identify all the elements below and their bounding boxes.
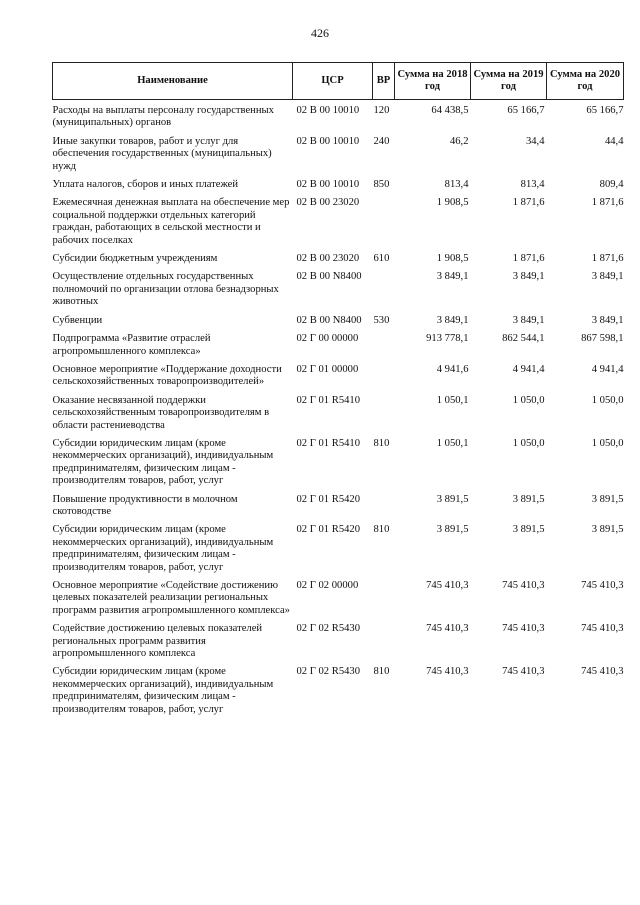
row-csr: 02 Г 01 R5410 (296, 394, 361, 406)
row-name: Основное мероприятие «Поддержание доходности сельскохозяйственных товаропроизводителей» (52, 363, 282, 388)
row-csr: 02 Г 02 00000 (296, 580, 359, 591)
row-vr (373, 330, 395, 361)
table-row (53, 250, 624, 268)
row-sum-2020: 3 849,1 (591, 271, 624, 283)
table-body (53, 100, 624, 720)
row-sum-2019: 4 941,4 (512, 363, 545, 375)
table-row (53, 330, 624, 361)
row-sum-2018: 3 849,1 (436, 314, 469, 326)
row-sum-2020: 65 166,7 (586, 105, 624, 116)
row-vr: 810 (373, 666, 390, 678)
row-csr: 02 В 00 10010 (296, 105, 360, 116)
row-sum-2018: 1 908,5 (436, 197, 469, 209)
row-sum-2020: 4 941,4 (591, 363, 624, 375)
row-sum-2019: 34,4 (525, 135, 545, 147)
row-sum-2019: 813,4 (520, 179, 545, 191)
row-sum-2019: 3 891,5 (512, 493, 545, 505)
row-name: Осуществление отдельных государственных полномочий по организации отлова безнадзорных животных (52, 271, 279, 308)
row-name: Расходы на выплаты персоналу государственных (муниципальных) органов (52, 105, 274, 129)
row-sum-2019: 1 050,0 (512, 437, 545, 449)
row-sum-2020: 809,4 (599, 179, 624, 191)
row-sum-2018: 46,2 (449, 135, 469, 147)
row-sum-2020: 745 410,3 (581, 623, 624, 635)
row-name: Оказание несвязанной поддержки сельскохозяйственным товаропроизводителям в области растениеводства (52, 394, 270, 431)
row-sum-2018: 745 410,3 (426, 580, 469, 591)
header-sum-2018: Сумма на 2018 год (395, 63, 471, 100)
table-row (53, 312, 624, 330)
row-csr: 02 Г 01 R5410 (296, 437, 361, 449)
row-csr: 02 Г 01 R5420 (296, 493, 361, 505)
row-vr: 240 (373, 135, 390, 147)
row-name: Субсидии юридическим лицам (кроме некоммерческих организаций), индивидуальным предпринимателям, физическим лицам - производителям товаров, работ, услуг (52, 437, 274, 487)
row-name: Ежемесячная денежная выплата на обеспечение мер социальной поддержки отдельных категорий граждан, работающих в сельской местности и рабочих поселках (52, 197, 290, 246)
row-sum-2020: 1 050,0 (591, 394, 624, 406)
row-vr (373, 361, 395, 392)
row-vr (373, 392, 395, 435)
row-sum-2020: 44,4 (604, 135, 624, 147)
table-row (53, 361, 624, 392)
header-sum-2020: Сумма на 2020 год (547, 63, 624, 100)
row-name: Субсидии юридическим лицам (кроме некоммерческих организаций), индивидуальным предпринимателям, физическим лицам - производителям товаров, работ, услуг (52, 666, 274, 715)
row-name: Подпрограмма «Развитие отраслей агропромышленного комплекса» (52, 333, 211, 357)
row-vr: 610 (373, 253, 390, 265)
row-sum-2018: 64 438,5 (431, 105, 469, 116)
row-vr (373, 577, 395, 620)
header-csr: ЦСР (293, 63, 373, 100)
row-sum-2019: 745 410,3 (502, 580, 545, 591)
table-row (53, 268, 624, 311)
table-row (53, 435, 624, 491)
table-row (53, 577, 624, 620)
row-sum-2019: 1 871,6 (512, 197, 545, 209)
row-csr: 02 В 00 10010 (296, 179, 360, 191)
row-csr: 02 В 00 10010 (296, 135, 360, 147)
row-sum-2020: 3 891,5 (591, 524, 624, 536)
row-name: Содействие достижению целевых показателей региональных программ развития агропромышленного комплекса (52, 623, 263, 660)
row-csr: 02 Г 01 00000 (296, 363, 359, 375)
row-name: Уплата налогов, сборов и иных платежей (52, 179, 239, 191)
row-sum-2018: 4 941,6 (436, 363, 469, 375)
table-row (53, 176, 624, 194)
row-vr (373, 620, 395, 663)
row-sum-2020: 3 849,1 (591, 314, 624, 326)
row-sum-2018: 813,4 (444, 179, 469, 191)
row-vr: 810 (373, 524, 390, 536)
row-sum-2019: 3 891,5 (512, 524, 545, 536)
table-row (53, 521, 624, 577)
row-csr: 02 Г 02 R5430 (296, 666, 361, 678)
row-sum-2019: 1 871,6 (512, 253, 545, 265)
row-sum-2018: 1 050,1 (436, 437, 469, 449)
row-sum-2020: 1 871,6 (591, 197, 624, 209)
row-sum-2019: 1 050,0 (512, 394, 545, 406)
row-sum-2018: 1 050,1 (436, 394, 469, 406)
row-vr (373, 491, 395, 522)
row-sum-2018: 913 778,1 (426, 333, 469, 345)
row-csr: 02 В 00 N8400 (296, 271, 362, 283)
row-sum-2018: 745 410,3 (426, 666, 469, 678)
row-sum-2018: 3 891,5 (436, 493, 469, 505)
row-vr (373, 268, 395, 311)
table-row (53, 133, 624, 176)
row-name: Основное мероприятие «Содействие достижению целевых показателей реализации региональных программ развития агропромышленного комплекса» (52, 580, 290, 616)
row-vr: 810 (373, 437, 390, 449)
table-row (53, 620, 624, 663)
row-name: Субвенции (52, 314, 103, 326)
row-sum-2019: 862 544,1 (502, 333, 545, 345)
page-number: 426 (311, 26, 329, 40)
row-name: Субсидии бюджетным учреждениям (52, 253, 218, 265)
table-header (53, 63, 624, 100)
row-sum-2020: 867 598,1 (581, 333, 624, 345)
row-sum-2020: 1 050,0 (591, 437, 624, 449)
row-vr (373, 194, 395, 250)
row-csr: 02 В 00 23020 (296, 253, 360, 265)
row-sum-2019: 3 849,1 (512, 271, 545, 283)
row-sum-2018: 3 849,1 (436, 271, 469, 283)
row-sum-2019: 745 410,3 (502, 666, 545, 678)
table-row (53, 491, 624, 522)
row-sum-2018: 745 410,3 (426, 623, 469, 635)
table-row (53, 194, 624, 250)
table-row (53, 663, 624, 719)
row-name: Повышение продуктивности в молочном скотоводстве (52, 493, 238, 517)
row-csr: 02 В 00 23020 (296, 197, 360, 209)
budget-table (52, 62, 624, 719)
row-sum-2019: 65 166,7 (507, 105, 545, 116)
header-name: Наименование (53, 63, 293, 100)
row-vr: 120 (373, 105, 390, 116)
row-sum-2020: 745 410,3 (581, 580, 624, 591)
row-sum-2019: 745 410,3 (502, 623, 545, 635)
row-name: Иные закупки товаров, работ и услуг для обеспечения государственных (муниципальных) нужд (52, 135, 272, 172)
row-sum-2018: 3 891,5 (436, 524, 469, 536)
table-row (53, 100, 624, 133)
row-csr: 02 Г 02 R5430 (296, 623, 361, 635)
header-sum-2019: Сумма на 2019 год (471, 63, 547, 100)
header-vr: ВР (373, 63, 395, 100)
row-sum-2018: 1 908,5 (436, 253, 469, 265)
row-sum-2019: 3 849,1 (512, 314, 545, 326)
row-vr: 850 (373, 179, 390, 191)
row-sum-2020: 745 410,3 (581, 666, 624, 678)
row-sum-2020: 1 871,6 (591, 253, 624, 265)
row-csr: 02 Г 01 R5420 (296, 524, 361, 536)
table-row (53, 392, 624, 435)
row-csr: 02 В 00 N8400 (296, 314, 362, 326)
row-csr: 02 Г 00 00000 (296, 333, 359, 345)
row-name: Субсидии юридическим лицам (кроме некоммерческих организаций), индивидуальным предпринимателям, физическим лицам - производителям товаров, работ, услуг (52, 524, 274, 573)
row-sum-2020: 3 891,5 (591, 493, 624, 505)
row-vr: 530 (373, 314, 390, 326)
